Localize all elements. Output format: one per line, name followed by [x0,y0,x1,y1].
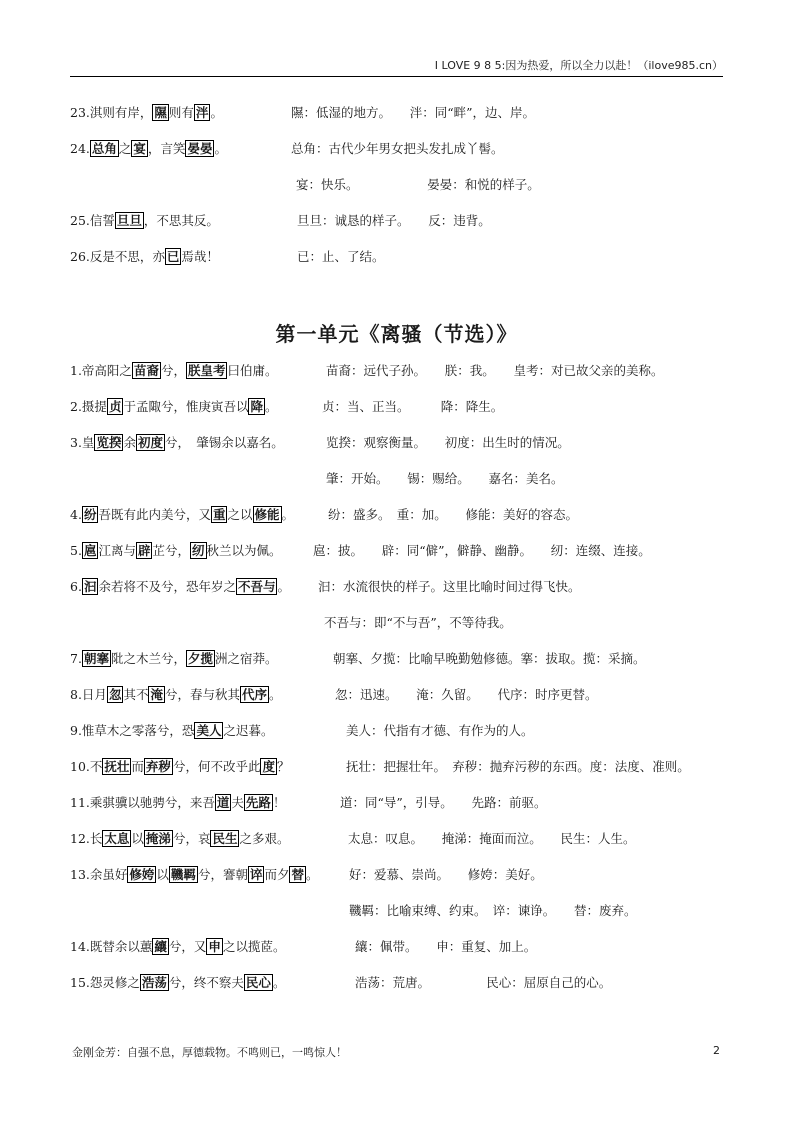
text: ？ [276,759,290,774]
text: 之多艰。 [239,831,290,846]
note-u6b: 不吾与：即“不与吾”，不等待我。 [324,615,512,630]
sentence-u8 [70,686,282,704]
sentence-u12 [70,830,289,848]
sentence-u4 [70,506,294,524]
key-word: 道 [216,795,230,810]
text: 之以揽茝。 [222,939,286,954]
key-word: 苗裔 [133,363,159,378]
header-divider [70,76,723,77]
text: 。 [210,105,223,120]
key-word: 总角 [91,141,117,156]
note-u6: 汩：水流很快的样子。这里比喻时间过得飞快。 [318,579,581,594]
note-u7: 朝搴、夕揽：比喻早晚勤勉修德。搴：拔取。揽：采摘。 [333,651,646,666]
page-number: 2 [713,1044,720,1057]
key-word: 纷 [83,507,97,522]
key-word: 谇 [249,867,263,882]
key-word: 已 [166,249,180,264]
sentence-u1 [70,362,278,380]
sentence-u14 [70,938,285,956]
note-26: 已：止、了结。 [297,249,385,264]
text: 10.不 [70,759,103,774]
note-u1: 苗裔：远代子孙。 朕：我。 皇考：对已故父亲的美称。 [326,363,664,378]
text: 余 [123,435,136,450]
text: 其不 [123,687,149,702]
text: 兮，何不改乎此 [172,759,261,774]
key-word: 掩涕 [145,831,171,846]
key-word: 申 [208,939,221,954]
key-word: 览揆 [96,435,122,450]
sentence-u13 [70,866,319,884]
sentence-u11 [70,794,285,812]
sentence-u5 [70,542,282,560]
text: 阰之木兰兮， [110,651,186,666]
key-word: 太息 [104,831,130,846]
key-word: 纫 [192,543,205,558]
text: 4. [70,507,82,522]
note-u4: 纷：盛多。 重：加。 修能：美好的容态。 [328,507,579,522]
key-word: 夕揽 [187,651,213,666]
text: 23.淇则有岸， [70,105,153,120]
text: 24. [70,141,90,156]
text: 于孟陬兮，惟庚寅吾以 [123,399,249,414]
text: 。 [269,687,282,702]
note-u10: 抚壮：把握壮年。 弃秽：抛弃污秽的东西。度：法度、准则。 [346,759,690,774]
text: 3.皇 [70,435,95,450]
footer-motto: 金刚金芳：自强不息，厚德载物。不鸣则已，一鸣惊人！ [72,1046,347,1059]
text: 之以 [227,507,253,522]
text: 7. [70,651,82,666]
sentence-24 [70,140,227,158]
text: 秋兰以为佩。 [206,543,282,558]
text: 5. [70,543,82,558]
key-word: 忽 [108,687,122,702]
text: 则有 [168,105,194,120]
text: 夫 [231,795,244,810]
text: 焉哉！ [181,249,219,264]
sentence-26 [70,248,219,266]
text: 8.日月 [70,687,107,702]
key-word: 隰 [154,105,167,120]
note-u13: 好：爱慕、崇尚。 修姱：美好。 [349,867,543,882]
text: ，言笑 [147,141,186,156]
note-u3b: 肇：开始。 锡：赐给。 嘉名：美名。 [326,471,564,486]
text: 江离与 [98,543,136,558]
text: 以 [156,867,169,882]
sentence-u2 [70,398,278,416]
text: 。 [306,867,319,882]
text: ，不思其反。 [143,213,219,228]
text: 兮，春与秋其 [164,687,240,702]
note-u13b: 鞿羁：比喻束缚、约束。 谇：谏诤。 替：废弃。 [349,903,637,918]
text: 以 [131,831,144,846]
note-u12: 太息：叹息。 掩涕：掩面而泣。 民生：人生。 [348,831,636,846]
sentence-u7 [70,650,278,668]
note-u11: 道：同“导”，引导。 先路：前驱。 [340,795,547,810]
text: 芷兮， [152,543,190,558]
text: 1.帝高阳之 [70,363,132,378]
key-word: 降 [250,399,263,414]
key-word: 民心 [245,975,271,990]
text: 。 [214,141,227,156]
key-word: 民生 [212,831,238,846]
text: 而 [131,759,144,774]
text: 2.摄提 [70,399,107,414]
text: 15.怨灵修之 [70,975,140,990]
key-word: 抚壮 [104,759,130,774]
text: 兮，哀 [172,831,211,846]
key-word: 汩 [83,579,97,594]
key-word: 贞 [108,399,122,414]
text: 而夕 [264,867,290,882]
key-word: 淹 [150,687,163,702]
text: 。 [277,579,290,594]
sentence-u10 [70,758,289,776]
key-word: 修能 [254,507,280,522]
text: 。 [264,399,278,414]
text: 曰伯庸。 [227,363,278,378]
key-word: 初度 [137,435,163,450]
sentence-23 [70,104,223,122]
note-24: 总角：古代少年男女把头发扎成丫髻。 [291,141,504,156]
text: 兮， 肇锡余以嘉名。 [164,435,284,450]
sentence-u6 [70,578,290,596]
text: 兮，謇朝 [197,867,248,882]
note-25: 旦旦：诚恳的样子。 反：违背。 [297,213,491,228]
note-u5: 扈：披。 辟：同“僻”，僻静、幽静。 纫：连缀、连接。 [313,543,651,558]
key-word: 不吾与 [237,579,276,594]
note-24b: 宴：快乐。 晏晏：和悦的样子。 [296,177,540,192]
sentence-u3 [70,434,284,452]
key-word: 先路 [245,795,271,810]
key-word: 替 [291,867,304,882]
key-word: 美人 [196,723,222,738]
text: 兮，又 [168,939,207,954]
key-word: 弃秽 [145,759,171,774]
page-header: I LOVE 9 8 5:因为热爱，所以全力以赴！（ilove985.cn） [434,59,723,72]
key-word: 鞿羁 [170,867,196,882]
text: 洲之宿莽。 [214,651,278,666]
text: 9.惟草木之零落兮，恐 [70,723,195,738]
key-word: 旦旦 [116,213,142,228]
key-word: 重 [212,507,226,522]
text: 余若将不及兮，恐年岁之 [98,579,236,594]
key-word: 扈 [83,543,97,558]
note-u3: 览揆：观察衡量。 初度：出生时的情况。 [326,435,570,450]
sentence-25 [70,212,219,230]
sentence-u15 [70,974,285,992]
note-u14: 纕：佩带。 申：重复、加上。 [355,939,537,954]
text: 6. [70,579,82,594]
key-word: 代序 [242,687,268,702]
key-word: 朝搴 [83,651,109,666]
text: 26.反是不思，亦 [70,249,165,264]
text: 兮，终不察夫 [168,975,244,990]
text: 25.信誓 [70,213,115,228]
key-word: 宴 [133,141,146,156]
sentence-u9 [70,722,273,740]
key-word: 纕 [154,939,167,954]
key-word: 晏晏 [187,141,213,156]
text: 之迟暮。 [223,723,274,738]
note-u8: 忽：迅速。 淹：久留。 代序：时序更替。 [335,687,598,702]
text: 兮， [160,363,186,378]
text: 14.既替余以蕙 [70,939,153,954]
note-u2: 贞：当、正当。 降：降生。 [322,399,504,414]
text: 11.乘骐骥以驰骋兮，来吾 [70,795,215,810]
key-word: 泮 [195,105,209,120]
text: 12.长 [70,831,103,846]
text: 之 [118,141,132,156]
key-word: 度 [262,759,275,774]
text: 。 [272,975,286,990]
text: 。 [281,507,295,522]
key-word: 辟 [137,543,151,558]
key-word: 浩荡 [141,975,167,990]
note-23: 隰：低湿的地方。 泮：同“畔”，边、岸。 [291,105,536,120]
note-u15: 浩荡：荒唐。 民心：屈原自己的心。 [355,975,612,990]
text: 13.余虽好 [70,867,128,882]
note-u9: 美人：代指有才德、有作为的人。 [346,723,534,738]
unit-title: 第一单元《离骚（节选）》 [275,322,518,346]
key-word: 修姱 [129,867,155,882]
text: 吾既有此内美兮，又 [98,507,211,522]
text: ！ [272,795,286,810]
key-word: 朕皇考 [187,363,226,378]
